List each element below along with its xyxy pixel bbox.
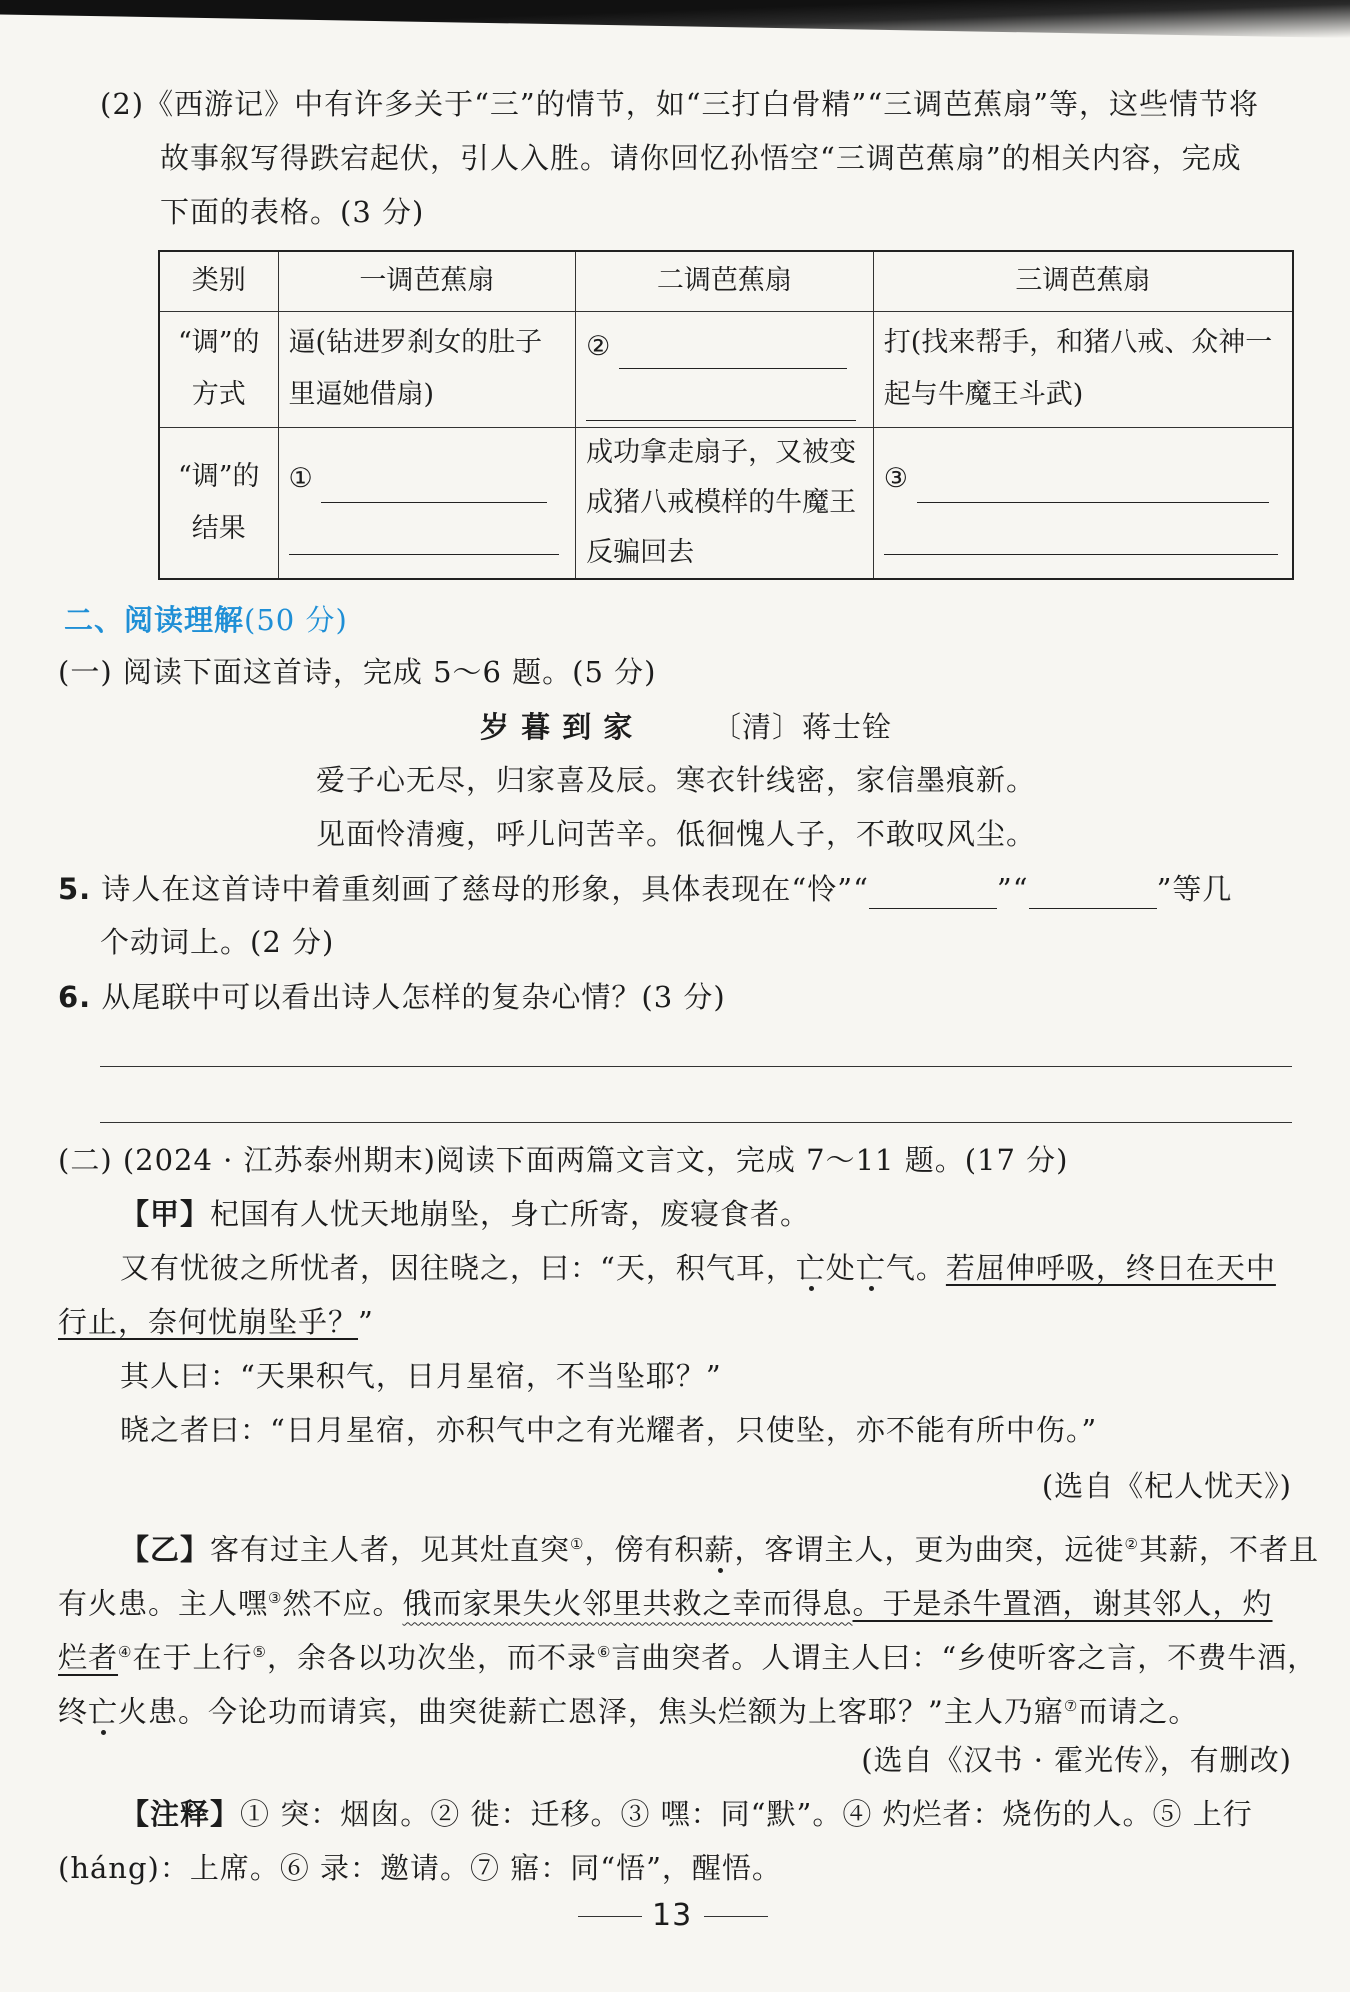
q6-text: 从尾联中可以看出诗人怎样的复杂心情？(3 分) — [101, 980, 726, 1014]
row-label-result-a: “调”的 — [177, 460, 260, 492]
poem-line2: 见面怜清瘦，呼儿问苦辛。低徊愧人子，不敢叹风尘。 — [316, 817, 1037, 851]
q6-answer-line-1[interactable] — [100, 1066, 1292, 1067]
q2-line2: 故事叙写得跌宕起伏，引人入胜。请你回忆孙悟空“三调芭蕉扇”的相关内容，完成 — [160, 141, 1242, 175]
yi-l4-c: 而请之。 — [1078, 1694, 1199, 1729]
answer-blank-1a[interactable] — [321, 468, 547, 503]
note-ref-7: ⑦ — [1063, 1697, 1079, 1715]
yi-l4-b: 火患。今论功而请宾，曲突徙薪亡恩泽，焦头烂额为上客耶？”主人乃寤 — [118, 1694, 1064, 1729]
part1-intro: (一) 阅读下面这首诗，完成 5～6 题。(5 分) — [58, 655, 657, 689]
row-label-result — [159, 427, 278, 579]
question-6 — [58, 977, 726, 1017]
jia-p2-line1 — [120, 1248, 1276, 1288]
jia-underlined-2: 行止，奈何忧崩坠乎？ — [58, 1305, 359, 1339]
jia-p3: 其人曰：“天果积气，日月星宿，不当坠耶？” — [120, 1359, 722, 1393]
poem-title: 岁 暮 到 家 — [480, 710, 634, 744]
question-5 — [58, 869, 1232, 909]
poem-author: 〔清〕蒋士铨 — [712, 710, 893, 744]
jia-p4: 晓之者曰：“日月星宿，亦积气中之有光耀者，只使坠，亦不能有所中伤。” — [120, 1413, 1098, 1447]
poem-line1: 爱子心无尽，归家喜及辰。寒衣针线密，家信墨痕新。 — [316, 763, 1037, 797]
section-heading — [64, 600, 348, 640]
jia-source: (选自《杞人忧天》) — [1041, 1469, 1292, 1503]
row-label-result-b: 结果 — [191, 512, 246, 544]
result-first-cell[interactable] — [278, 427, 576, 579]
section-title: 二、阅读理解 — [64, 603, 245, 637]
page-number: 13 — [652, 1898, 693, 1933]
row-label-method — [159, 311, 278, 427]
blank-marker-2: ② — [586, 331, 611, 362]
yi-l1-c: ，客谓主人，更为曲突，远徙 — [734, 1532, 1125, 1567]
yi-l1-d: 其薪，不者且 — [1138, 1532, 1319, 1567]
jia-p2-line2 — [58, 1302, 374, 1342]
jia-p2-b: 处 — [825, 1251, 856, 1285]
yi-l1-a: 客有过主人者，见其灶直突 — [210, 1532, 571, 1567]
notes-tag: 【注释】 — [120, 1797, 241, 1831]
part2-intro: (二) (2024 · 江苏泰州期末)阅读下面两篇文言文，完成 7～11 题。(17 分) — [58, 1143, 1069, 1177]
answer-blank-3a[interactable] — [917, 468, 1269, 503]
jia-p1 — [120, 1194, 810, 1234]
yi-line3 — [58, 1632, 1317, 1678]
yi-dot-word-1: 薪 — [704, 1532, 735, 1567]
yi-tag: 【乙】 — [120, 1532, 211, 1567]
yi-source: (选自《汉书 · 霍光传》，有删改) — [861, 1743, 1292, 1777]
yi-l3-d: 言曲突者。人谓主人曰：“乡使听客之言，不费牛酒， — [611, 1640, 1318, 1675]
q5-line2: 个动词上。(2 分) — [100, 925, 335, 959]
yi-wavy-sentence: 俄而家果失火邻里共救之幸而得息 — [402, 1586, 853, 1621]
note-ref-6: ⑥ — [596, 1643, 612, 1661]
yi-line1 — [120, 1524, 1319, 1570]
top-edge-shadow — [0, 0, 1350, 38]
jia-dot-word-2: 亡 — [855, 1251, 886, 1285]
jia-underlined-1: 若屈伸呼吸，终日在天中 — [945, 1251, 1276, 1285]
blank-marker-3: ③ — [883, 462, 908, 494]
table-header-first: 一调芭蕉扇 — [278, 251, 576, 311]
q6-answer-line-2[interactable] — [100, 1122, 1292, 1123]
method-third-cell: 打(找来帮手，和猪八戒、众神一起与牛魔王斗武) — [873, 311, 1293, 427]
blank-marker-1: ① — [288, 462, 313, 494]
q5-text-c: ”等几 — [1156, 872, 1233, 906]
notes-text-1: ① 突：烟囱。② 徙：迁移。③ 嘿：同“默”。④ 灼烂者：烧伤的人。⑤ 上行 — [240, 1797, 1253, 1831]
jia-p2-a: 又有忧彼之所忧者，因往晓之，曰：“天，积气耳， — [120, 1251, 796, 1285]
note-ref-1: ① — [570, 1535, 585, 1553]
note-ref-5: ⑤ — [252, 1643, 267, 1661]
yi-l4-a: 终 — [58, 1694, 89, 1729]
row-label-method-a: “调”的 — [177, 327, 260, 358]
jia-p2-c: 气。 — [885, 1251, 946, 1285]
jia-tag: 【甲】 — [120, 1197, 211, 1231]
yi-l2-c: 。于是杀牛置酒，谢其邻人，灼 — [852, 1586, 1273, 1621]
section-score: (50 分) — [244, 603, 348, 637]
answer-blank-2a[interactable] — [619, 334, 847, 369]
yi-line2 — [58, 1578, 1273, 1624]
q2-line1: (2)《西游记》中有许多关于“三”的情节，如“三打白骨精”“三调芭蕉扇”等，这些情节将 — [100, 87, 1260, 121]
table-header-category: 类别 — [159, 251, 278, 311]
yi-l3-b: 在于上行 — [132, 1640, 253, 1675]
q5-blank-2[interactable] — [1029, 878, 1157, 909]
page-number-rule-right — [704, 1916, 768, 1917]
yi-l1-b: ，傍有积 — [584, 1532, 705, 1567]
row-label-method-b: 方式 — [191, 379, 246, 410]
q5-text-a: 诗人在这首诗中着重刻画了慈母的形象，具体表现在“怜”“ — [101, 872, 869, 906]
q6-number: 6. — [58, 980, 92, 1014]
table-header-second: 二调芭蕉扇 — [576, 251, 874, 311]
yi-l3-a: 烂者 — [58, 1640, 119, 1675]
jia-dot-word-1: 亡 — [795, 1251, 826, 1285]
result-third-cell[interactable] — [873, 427, 1293, 579]
banana-fan-table — [158, 250, 1294, 580]
q5-blank-1[interactable] — [869, 878, 997, 909]
yi-l2-a: 有火患。主人嘿 — [58, 1586, 269, 1621]
q5-text-b: ”“ — [996, 872, 1029, 906]
answer-blank-3b[interactable] — [884, 512, 1278, 555]
note-ref-2: ② — [1124, 1535, 1139, 1553]
answer-blank-2b[interactable] — [586, 380, 856, 421]
yi-l2-b: 然不应。 — [282, 1586, 403, 1621]
result-second-cell: 成功拿走扇子，又被变成猪八戒模样的牛魔王反骗回去 — [576, 427, 874, 579]
note-ref-4: ④ — [118, 1643, 133, 1661]
method-second-cell[interactable] — [576, 311, 874, 427]
table-header-third: 三调芭蕉扇 — [873, 251, 1293, 311]
yi-dot-word-2: 亡 — [88, 1694, 119, 1729]
note-ref-3: ③ — [268, 1589, 283, 1607]
yi-line4 — [58, 1686, 1198, 1732]
page-number-rule-left — [578, 1916, 642, 1917]
answer-blank-1b[interactable] — [289, 512, 559, 555]
jia-p1-text: 杞国有人忧天地崩坠，身亡所寄，废寝食者。 — [210, 1197, 811, 1231]
q2-line3: 下面的表格。(3 分) — [160, 195, 425, 229]
method-first-cell: 逼(钻进罗刹女的肚子里逼她借扇) — [278, 311, 576, 427]
yi-l3-c: ，余各以功次坐，而不录 — [266, 1640, 597, 1675]
jia-p2-end: ” — [358, 1305, 374, 1339]
notes-line1 — [120, 1794, 1253, 1834]
q5-number: 5. — [58, 872, 92, 906]
notes-line2: (háng)：上席。⑥ 录：邀请。⑦ 寤：同“悟”，醒悟。 — [58, 1851, 782, 1885]
